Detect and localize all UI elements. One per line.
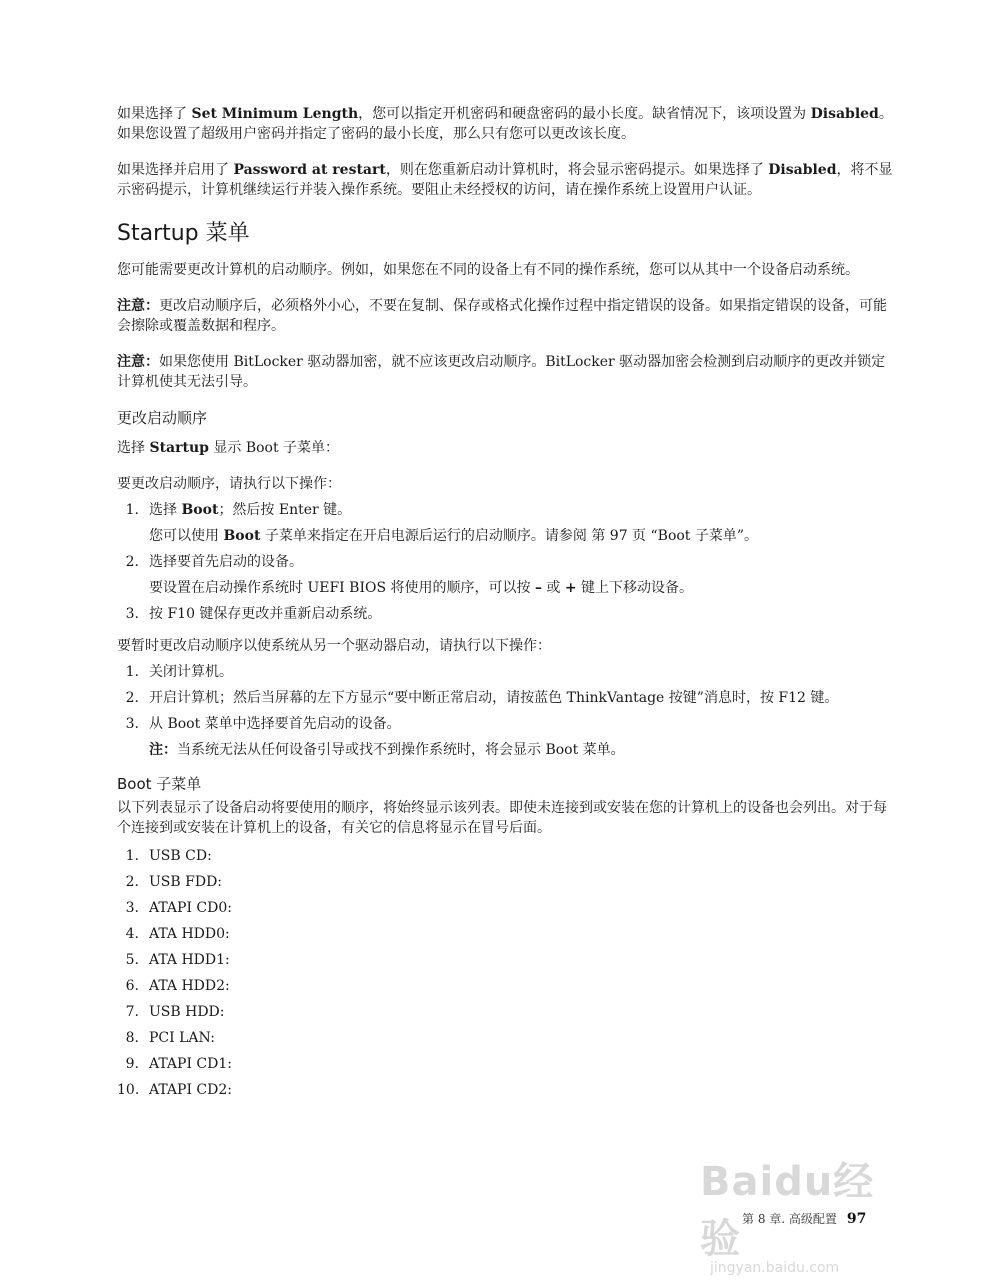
list-item: [117, 924, 895, 944]
list-number: 6.: [125, 978, 139, 994]
list-number: 2.: [125, 690, 139, 706]
watermark-url: jingyan.baidu.com: [710, 1260, 840, 1276]
list-item: [117, 1002, 895, 1022]
temp-steps-intro: 要暂时更改启动顺序以使系统从另一个驱动器启动，请执行以下操作：: [117, 638, 551, 654]
text: ，将不显示密码提示，计算机继续运行并装入操作系统。要阻止未经授权的访问，请在操作系统上设置用户认证。: [117, 162, 893, 198]
list-item: [117, 846, 895, 866]
list-number: 10.: [117, 1082, 140, 1098]
list-number: 1.: [125, 848, 139, 864]
bold-term: Disabled: [768, 162, 837, 178]
list-number: 5.: [125, 952, 139, 968]
list-number: 1.: [125, 502, 139, 518]
text: ，则在您重新启动计算机时，将会显示密码提示。如果选择了: [385, 162, 769, 178]
text: ；然后按 Enter 键。: [218, 502, 352, 518]
bold-term: Disabled: [810, 106, 879, 122]
list-item: [117, 604, 895, 624]
paragraph-password-restart: [117, 160, 895, 200]
list-item: [117, 688, 895, 708]
list-item: [117, 976, 895, 996]
text: 显示 Boot 子菜单：: [208, 440, 340, 456]
bold-term: Password at restart: [233, 162, 386, 178]
page-number: 97: [846, 1211, 867, 1227]
boot-device-label: ATA HDD0:: [149, 926, 230, 942]
text: 选择: [149, 502, 182, 518]
note-warning-1: [117, 296, 895, 336]
text: ，您可以指定开机密码和硬盘密码的最小长度。缺省情况下，该项设置为: [358, 106, 811, 122]
document-page: [117, 104, 895, 1112]
text: 键上下移动设备。: [576, 580, 694, 596]
list-item: [117, 500, 895, 546]
list-item: [117, 1080, 895, 1100]
note-label: 注意：: [117, 298, 159, 314]
note-warning-2: [117, 352, 895, 392]
boot-device-label: ATA HDD1:: [149, 952, 230, 968]
text: 您可以使用: [149, 528, 224, 544]
boot-device-label: ATAPI CD1:: [149, 1056, 232, 1072]
page-footer: [742, 1210, 866, 1227]
paragraph-min-length: [117, 104, 895, 144]
subsection-title-change-order: 更改启动顺序: [117, 409, 208, 427]
text: 选择: [117, 440, 150, 456]
list-number: 4.: [125, 926, 139, 942]
text: 从 Boot 菜单中选择要首先启动的设备。: [149, 716, 401, 732]
list-item: [117, 552, 895, 598]
note-label: 注：: [149, 742, 177, 758]
note-label: 注意：: [117, 354, 159, 370]
bold-term: Boot: [223, 528, 261, 544]
list-item: [117, 950, 895, 970]
list-item: [117, 662, 895, 682]
text: 子菜单来指定在开启电源后运行的启动顺序。请参阅 第 97 页 “Boot 子菜单”。: [260, 528, 759, 544]
boot-submenu-desc: 以下列表显示了设备启动将要使用的顺序，将始终显示该列表。即使未连接到或安装在您的计算机上的设备也会列出。对于每个连接到或安装在计算机上的设备，有关它的信息将显示在冒号后面。: [117, 800, 887, 836]
boot-device-label: USB FDD:: [149, 874, 223, 890]
list-number: 2.: [125, 874, 139, 890]
boot-device-label: USB CD:: [149, 848, 212, 864]
text: 如果选择并启用了: [117, 162, 234, 178]
steps-intro: 要更改启动顺序，请执行以下操作：: [117, 476, 341, 492]
text: 开启计算机；然后当屏幕的左下方显示“要中断正常启动，请按蓝色 ThinkVantage 按键”消息时，按 F12 键。: [149, 690, 839, 706]
list-number: 9.: [125, 1056, 139, 1072]
text: 按 F10 键保存更改并重新启动系统。: [149, 606, 382, 622]
temp-order-steps: [117, 662, 895, 734]
select-startup-line: [117, 438, 895, 458]
list-item: [117, 1054, 895, 1074]
boot-device-label: PCI LAN:: [149, 1030, 215, 1046]
list-item: [117, 898, 895, 918]
subsection-title-boot-submenu: Boot 子菜单: [117, 775, 202, 793]
bold-term: Set Minimum Length: [191, 106, 359, 122]
text: 。如果您设置了超级用户密码并指定了密码的最小长度，那么只有您可以更改该长度。: [117, 106, 893, 142]
change-order-steps: [117, 500, 895, 624]
note-text: 如果您使用 BitLocker 驱动器加密，就不应该更改启动顺序。BitLocker 驱动器加密会检测到启动顺序的更改并锁定计算机使其无法引导。: [117, 354, 886, 390]
list-number: 2.: [125, 554, 139, 570]
list-item: [117, 714, 895, 734]
list-number: 3.: [125, 606, 139, 622]
list-number: 8.: [125, 1030, 139, 1046]
footer-chapter: 第 8 章. 高级配置: [742, 1212, 837, 1226]
list-item-detail: [149, 526, 895, 546]
text: 关闭计算机。: [149, 664, 233, 680]
bold-term: +: [564, 580, 577, 596]
boot-device-label: ATA HDD2:: [149, 978, 230, 994]
text: 要设置在启动操作系统时 UEFI BIOS 将使用的顺序，可以按: [149, 580, 535, 596]
boot-device-label: ATAPI CD0:: [149, 900, 232, 916]
startup-intro: 您可能需要更改计算机的启动顺序。例如，如果您在不同的设备上有不同的操作系统，您可以从其中一个设备启动系统。: [117, 262, 859, 278]
note-text: 当系统无法从任何设备引导或找不到操作系统时，将会显示 Boot 菜单。: [177, 742, 625, 758]
watermark-logo: Baidu经验: [700, 1159, 875, 1262]
list-number: 1.: [125, 664, 139, 680]
list-item-detail: [149, 578, 895, 598]
boot-device-label: USB HDD:: [149, 1004, 225, 1020]
section-title-startup: Startup 菜单: [117, 221, 250, 246]
list-item: [117, 1028, 895, 1048]
text: 如果选择了: [117, 106, 192, 122]
bold-term: –: [534, 580, 542, 596]
list-number: 7.: [125, 1004, 139, 1020]
text: 选择要首先启动的设备。: [149, 554, 303, 570]
boot-device-list: [117, 846, 895, 1100]
text: 或: [541, 580, 565, 596]
boot-menu-note: [117, 740, 895, 760]
boot-device-label: ATAPI CD2:: [149, 1082, 232, 1098]
bold-term: Startup: [149, 440, 209, 456]
note-text: 更改启动顺序后，必须格外小心，不要在复制、保存或格式化操作过程中指定错误的设备。如果指定错误的设备，可能会擦除或覆盖数据和程序。: [117, 298, 887, 334]
bold-term: Boot: [181, 502, 219, 518]
list-number: 3.: [125, 716, 139, 732]
list-item: [117, 872, 895, 892]
list-number: 3.: [125, 900, 139, 916]
